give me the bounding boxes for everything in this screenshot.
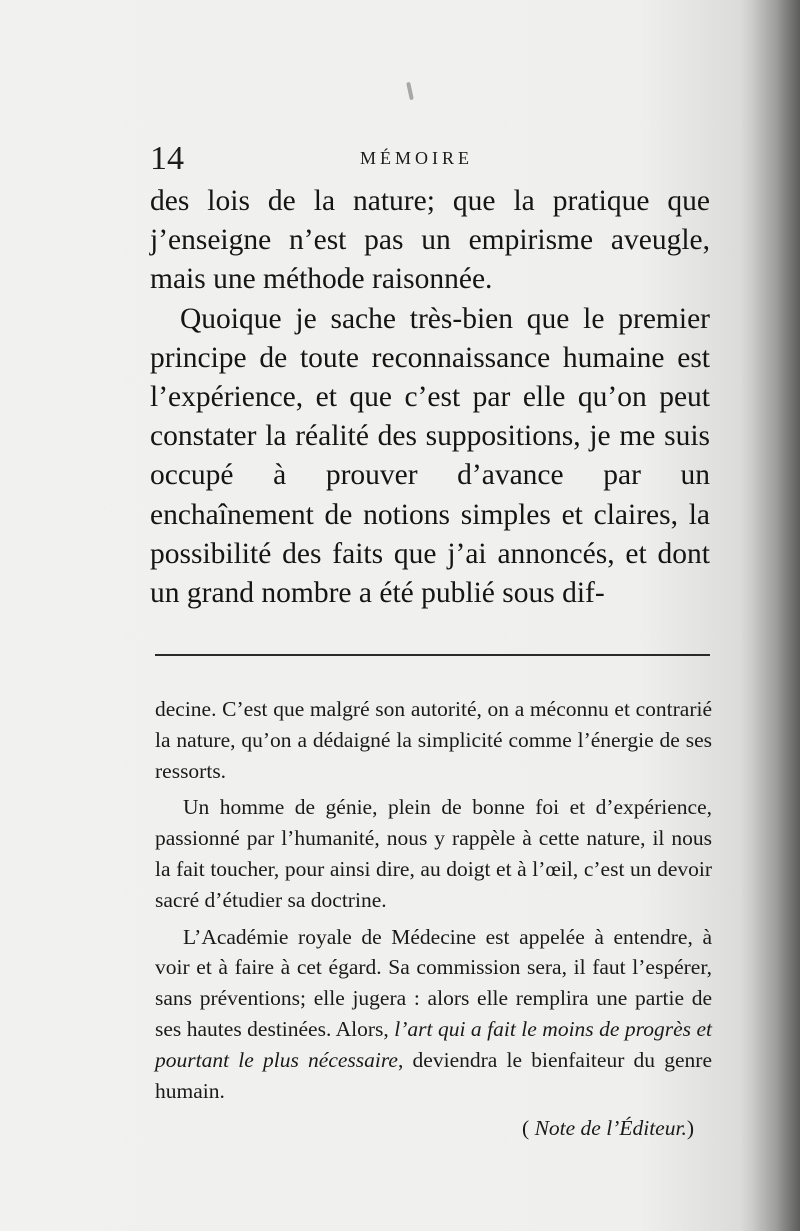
footnote-rule	[155, 654, 710, 656]
main-text	[150, 182, 710, 613]
footnote-text: L’Académie royale de Médecine est appelée à entendre, à voir et à faire à cet égard. Sa commission sera, il faut l’espérer, sans préventions; elle jugera : alors elle remplira une partie de ses hautes destinées. Alors,	[155, 924, 712, 1041]
running-head: MÉMOIRE	[360, 148, 473, 168]
page-number: 14	[150, 140, 184, 177]
attribution-text: Note de l’Éditeur.	[534, 1116, 687, 1141]
footnote-paragraph: Un homme de génie, plein de bonne foi et d’expérience, passionné par l’humanité, nous y rappèle à cette nature, il nous la fait toucher, pour ainsi dire, au doigt et à l’œil, c’est un devoir sacré d’étudier sa doctrine.	[155, 795, 712, 912]
body-paragraph: Quoique je sache très-bien que le premier principe de toute reconnaissance humaine est l’expérience, et que c’est par elle qu’on peut constater la réalité des suppositions, je me suis occupé à prouver d’avance par un enchaînement de notions simples et claires, la possibilité des faits que j’ai annoncés, et dont un grand nombre a été publié sous dif-	[150, 302, 710, 610]
footnote-paragraph	[155, 922, 712, 1107]
footnote-paragraph: decine. C’est que malgré son autorité, on a méconnu et contrarié la nature, qu’on a dédaigné la simplicité comme l’énergie de ses ressorts.	[155, 697, 712, 783]
footnote-italic-text: l’art qui a fait le moins de progrès et pourtant le plus nécessaire	[155, 1016, 712, 1072]
page-header	[150, 142, 710, 178]
spine-shadow	[740, 0, 800, 1231]
attribution-open: (	[522, 1116, 535, 1141]
footnote-text: , deviendra le bienfaiteur du genre humain.	[155, 1047, 713, 1103]
paper-speck	[406, 82, 414, 100]
body-paragraph: des lois de la nature; que la pratique que j’enseigne n’est pas un empirisme aveugle, mais une méthode raisonnée.	[150, 185, 710, 296]
footnote	[155, 694, 712, 1144]
editor-attribution	[155, 1113, 712, 1144]
attribution-close: )	[686, 1116, 694, 1141]
